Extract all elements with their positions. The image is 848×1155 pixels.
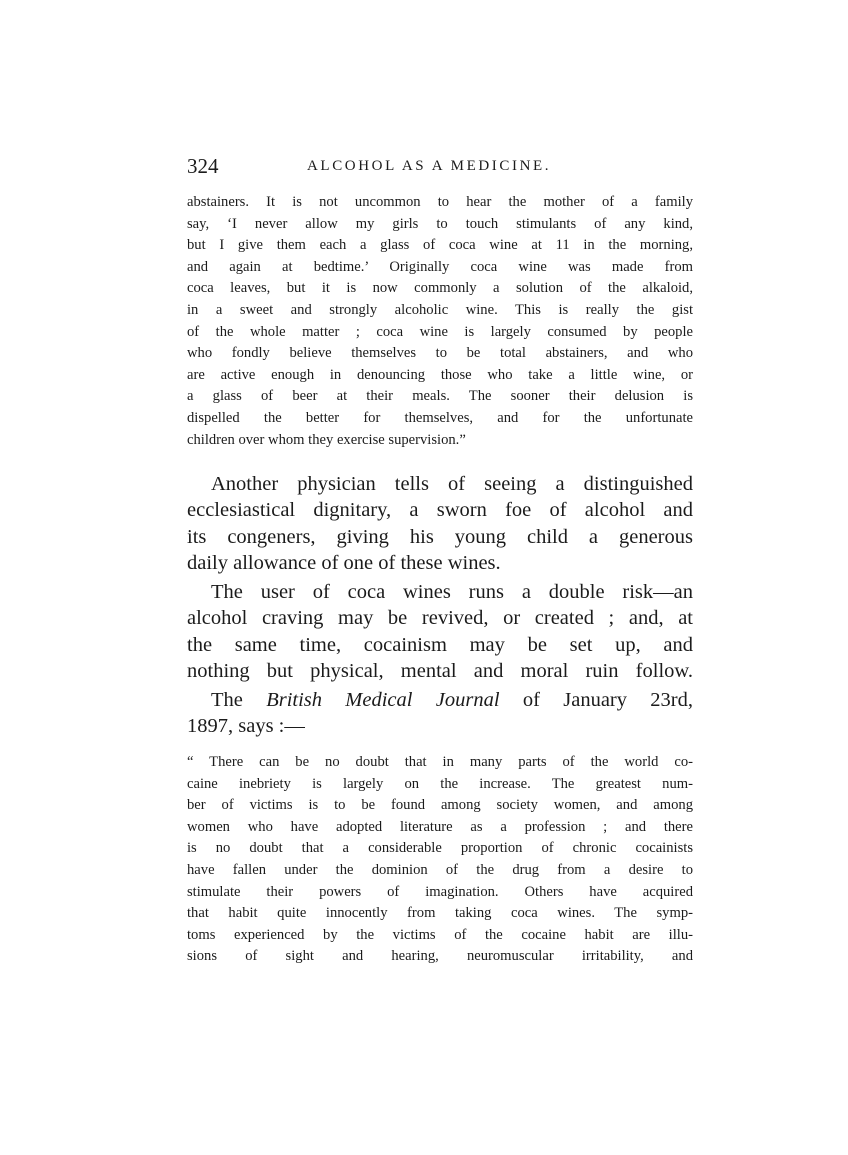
paragraph-line: the same time, cocainism may be set up, and: [187, 633, 693, 656]
paragraph-line: ecclesiastical dignitary, a sworn foe of alcohol and: [187, 499, 693, 522]
quote-line: sions of sight and hearing, neuromuscular irritability, and: [187, 948, 693, 965]
quote-line: a glass of beer at their meals. The sooner their delusion is: [187, 388, 693, 405]
paragraph-line: The user of coca wines runs a double risk—an: [211, 581, 693, 603]
block-quote-top: [187, 192, 693, 451]
quote-line: dispelled the better for themselves, and for the unfortunate: [187, 409, 693, 426]
journal-title: British Medical Journal: [266, 689, 500, 711]
citation-prefix: The: [211, 689, 267, 711]
quote-line: of the whole matter ; coca wine is largely consumed by people: [187, 323, 693, 340]
paragraph-line: 1897, says :—: [187, 715, 305, 738]
quote-line: ber of victims is to be found among society women, and among: [187, 797, 693, 814]
quote-line: are active enough in denouncing those who take a little wine, or: [187, 366, 693, 383]
paragraph-line: daily allowance of one of these wines.: [187, 552, 501, 575]
quote-line: who fondly believe themselves to be total abstainers, and who: [187, 345, 693, 362]
quote-line: caine inebriety is largely on the increase. The greatest num-: [187, 775, 693, 792]
quote-line: “ There can be no doubt that in many parts of the world co-: [187, 754, 693, 770]
quote-line: toms experienced by the victims of the cocaine habit are illu-: [187, 926, 693, 943]
quote-line: in a sweet and strongly alcoholic wine. This is really the gist: [187, 301, 693, 318]
quote-line: that habit quite innocently from taking coca wines. The symp-: [187, 905, 693, 922]
quote-line: say, ‘I never allow my girls to touch stimulants of any kind,: [187, 215, 693, 232]
quote-line: children over whom they exercise supervision.”: [187, 431, 466, 448]
citation-suffix: of January 23rd,: [499, 689, 694, 711]
quote-line: abstainers. It is not uncommon to hear the mother of a family: [187, 194, 693, 210]
page-number: 324: [187, 154, 219, 178]
paragraph-line: alcohol craving may be revived, or created ; and, at: [187, 607, 693, 630]
quote-line: coca leaves, but it is now commonly a solution of the alkaloid,: [187, 280, 693, 297]
quote-line: women who have adopted literature as a profession ; and there: [187, 818, 693, 835]
block-quote-bottom: [187, 752, 693, 968]
quote-line: is no doubt that a considerable proportion of chronic cocainists: [187, 840, 693, 857]
paragraph-physician: [187, 471, 693, 577]
running-title: ALCOHOL AS A MEDICINE.: [307, 158, 552, 174]
quote-line: but I give them each a glass of coca wine at 11 in the morning,: [187, 237, 693, 254]
paragraph-line: [187, 687, 693, 713]
paragraph-double-risk: [187, 579, 693, 685]
paragraph-journal-citation: [187, 687, 693, 740]
paragraph-line: its congeners, giving his young child a generous: [187, 525, 693, 548]
paragraph-line: Another physician tells of seeing a distinguished: [211, 473, 693, 495]
paragraph-line: nothing but physical, mental and moral ruin follow.: [187, 660, 693, 683]
quote-line: have fallen under the dominion of the drug from a desire to: [187, 861, 693, 878]
quote-line: stimulate their powers of imagination. Others have acquired: [187, 883, 693, 900]
quote-line: and again at bedtime.’ Originally coca wine was made from: [187, 258, 693, 275]
running-head: [187, 152, 693, 180]
